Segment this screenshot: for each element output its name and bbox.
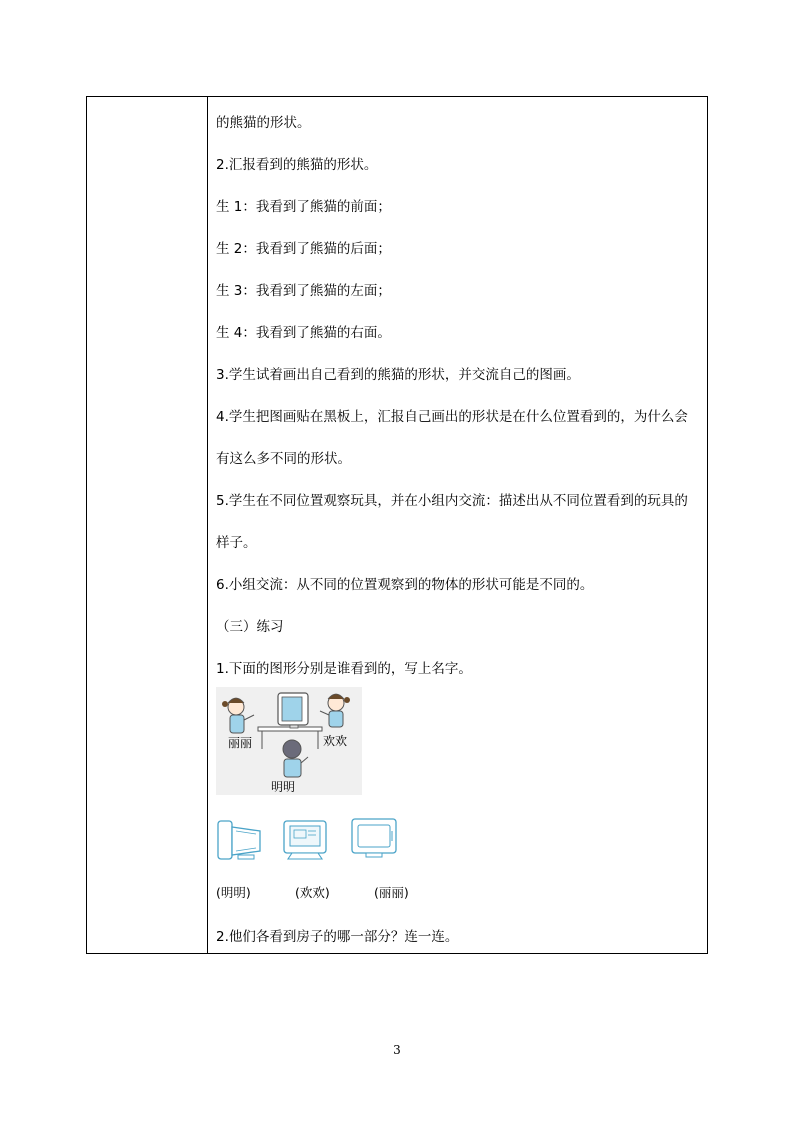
lesson-table [86, 96, 708, 954]
column-divider [207, 97, 208, 953]
section-heading: （三）练习 [216, 619, 284, 635]
name-label-huanhuan: 欢欢 [323, 734, 348, 748]
text-line: 3.学生试着画出自己看到的熊猫的形状，并交流自己的图画。 [216, 367, 580, 383]
exercise-prompt: 2.他们各看到房子的哪一部分？连一连。 [216, 929, 459, 945]
text-line: 有这么多不同的形状。 [216, 451, 351, 467]
text-line: 的熊猫的形状。 [216, 115, 311, 131]
answer-label: (明明) [216, 885, 251, 900]
text-line: 2.汇报看到的熊猫的形状。 [216, 157, 378, 173]
answer-label: (丽丽) [374, 885, 409, 900]
illustration-children-monitor [216, 687, 376, 805]
lesson-content [216, 97, 706, 953]
monitor-views-icon [216, 817, 416, 867]
answer-label: (欢欢) [295, 885, 330, 900]
text-line: 4.学生把图画贴在黑板上，汇报自己画出的形状是在什么位置看到的，为什么会 [216, 409, 688, 425]
exercise-prompt: 1.下面的图形分别是谁看到的，写上名字。 [216, 661, 472, 677]
text-line: 生 2：我看到了熊猫的后面； [216, 241, 391, 257]
text-line: 6.小组交流：从不同的位置观察到的物体的形状可能是不同的。 [216, 577, 594, 593]
text-line: 5.学生在不同位置观察玩具，并在小组内交流：描述出从不同位置看到的玩具的 [216, 493, 688, 509]
page-number: 3 [393, 1043, 401, 1057]
text-line: 样子。 [216, 535, 257, 551]
text-line: 生 3：我看到了熊猫的左面； [216, 283, 391, 299]
monitor-views [216, 817, 416, 867]
text-line: 生 1：我看到了熊猫的前面； [216, 199, 391, 215]
name-label-mingming: 明明 [271, 780, 296, 794]
name-label-lili: 丽丽 [228, 736, 253, 750]
text-line: 生 4：我看到了熊猫的右面。 [216, 325, 391, 341]
